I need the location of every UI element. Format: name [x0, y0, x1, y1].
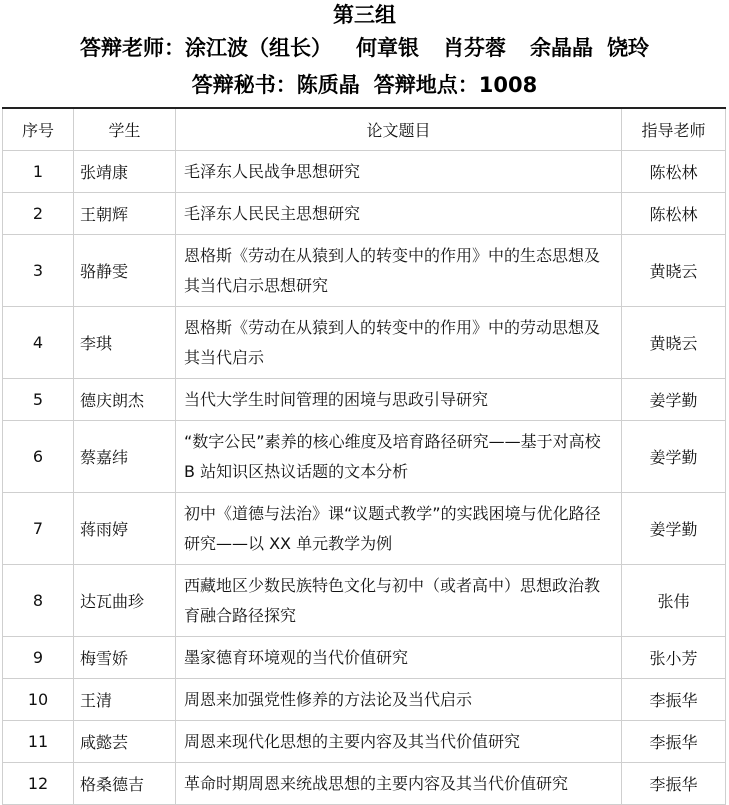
column-header-advisor: 指导老师: [622, 108, 726, 151]
cell-advisor: 李振华: [622, 721, 726, 763]
cell-student: 张靖康: [74, 151, 176, 193]
cell-student: 蔡嘉纬: [74, 421, 176, 493]
committee-member: 饶玲: [607, 36, 649, 60]
secretary-location-line: [0, 66, 729, 104]
table-row: [3, 721, 726, 763]
column-header-student: 学生: [74, 108, 176, 151]
committee-member: 余晶晶: [530, 36, 593, 60]
cell-student: 王清: [74, 679, 176, 721]
cell-advisor: 姜学勤: [622, 493, 726, 565]
cell-advisor: 张伟: [622, 565, 726, 637]
cell-number: 12: [3, 763, 74, 805]
table-row: [3, 565, 726, 637]
cell-title: 毛泽东人民民主思想研究: [176, 193, 622, 235]
table-row: [3, 493, 726, 565]
table-row: [3, 235, 726, 307]
location-value: 1008: [478, 73, 538, 97]
cell-title: 周恩来现代化思想的主要内容及其当代价值研究: [176, 721, 622, 763]
cell-number: 3: [3, 235, 74, 307]
cell-number: 9: [3, 637, 74, 679]
cell-title: 墨家德育环境观的当代价值研究: [176, 637, 622, 679]
cell-number: 4: [3, 307, 74, 379]
cell-number: 6: [3, 421, 74, 493]
committee-member: 涂江波（组长）: [185, 36, 332, 60]
cell-student: 王朝辉: [74, 193, 176, 235]
table-row: [3, 679, 726, 721]
secretary-label: 答辩秘书：: [191, 73, 297, 97]
cell-advisor: 黄晓云: [622, 235, 726, 307]
defense-schedule-table: [2, 107, 726, 805]
cell-student: 格桑德吉: [74, 763, 176, 805]
table-row: [3, 637, 726, 679]
location-label: 答辩地点：: [373, 73, 479, 97]
table-row: [3, 763, 726, 805]
cell-number: 7: [3, 493, 74, 565]
cell-student: 蒋雨婷: [74, 493, 176, 565]
committee-line: [0, 30, 729, 66]
cell-student: 骆静雯: [74, 235, 176, 307]
cell-title: 革命时期周恩来统战思想的主要内容及其当代价值研究: [176, 763, 622, 805]
cell-advisor: 陈松林: [622, 151, 726, 193]
cell-advisor: 姜学勤: [622, 379, 726, 421]
table-row: [3, 193, 726, 235]
committee-member: 何章银: [356, 36, 419, 60]
secretary-name: 陈质晶: [296, 73, 360, 97]
committee-member: 肖芬蓉: [443, 36, 506, 60]
column-header-number: 序号: [3, 108, 74, 151]
cell-title: “数字公民”素养的核心维度及培育路径研究——基于对高校 B 站知识区热议话题的文本分析: [176, 421, 622, 493]
cell-title: 当代大学生时间管理的困境与思政引导研究: [176, 379, 622, 421]
page-header: [0, 0, 729, 104]
cell-title: 毛泽东人民战争思想研究: [176, 151, 622, 193]
group-title: 第三组: [333, 3, 396, 27]
cell-title: 恩格斯《劳动在从猿到人的转变中的作用》中的劳动思想及其当代启示: [176, 307, 622, 379]
column-header-title: 论文题目: [176, 108, 622, 151]
table-row: [3, 379, 726, 421]
cell-advisor: 陈松林: [622, 193, 726, 235]
cell-advisor: 姜学勤: [622, 421, 726, 493]
cell-title: 恩格斯《劳动在从猿到人的转变中的作用》中的生态思想及其当代启示思想研究: [176, 235, 622, 307]
table-row: [3, 307, 726, 379]
cell-title: 初中《道德与法治》课“议题式教学”的实践困境与优化路径研究——以 XX 单元教学为例: [176, 493, 622, 565]
cell-number: 10: [3, 679, 74, 721]
cell-title: 周恩来加强党性修养的方法论及当代启示: [176, 679, 622, 721]
cell-number: 11: [3, 721, 74, 763]
cell-number: 8: [3, 565, 74, 637]
table-row: [3, 151, 726, 193]
cell-student: 咸懿芸: [74, 721, 176, 763]
cell-number: 1: [3, 151, 74, 193]
cell-advisor: 李振华: [622, 679, 726, 721]
cell-advisor: 李振华: [622, 763, 726, 805]
table-header-row: [3, 108, 726, 151]
cell-number: 5: [3, 379, 74, 421]
cell-advisor: 黄晓云: [622, 307, 726, 379]
cell-student: 达瓦曲珍: [74, 565, 176, 637]
cell-advisor: 张小芳: [622, 637, 726, 679]
cell-student: 德庆朗杰: [74, 379, 176, 421]
cell-title: 西藏地区少数民族特色文化与初中（或者高中）思想政治教育融合路径探究: [176, 565, 622, 637]
cell-student: 梅雪娇: [74, 637, 176, 679]
cell-student: 李琪: [74, 307, 176, 379]
table-row: [3, 421, 726, 493]
committee-label: 答辩老师：: [80, 36, 185, 60]
cell-number: 2: [3, 193, 74, 235]
